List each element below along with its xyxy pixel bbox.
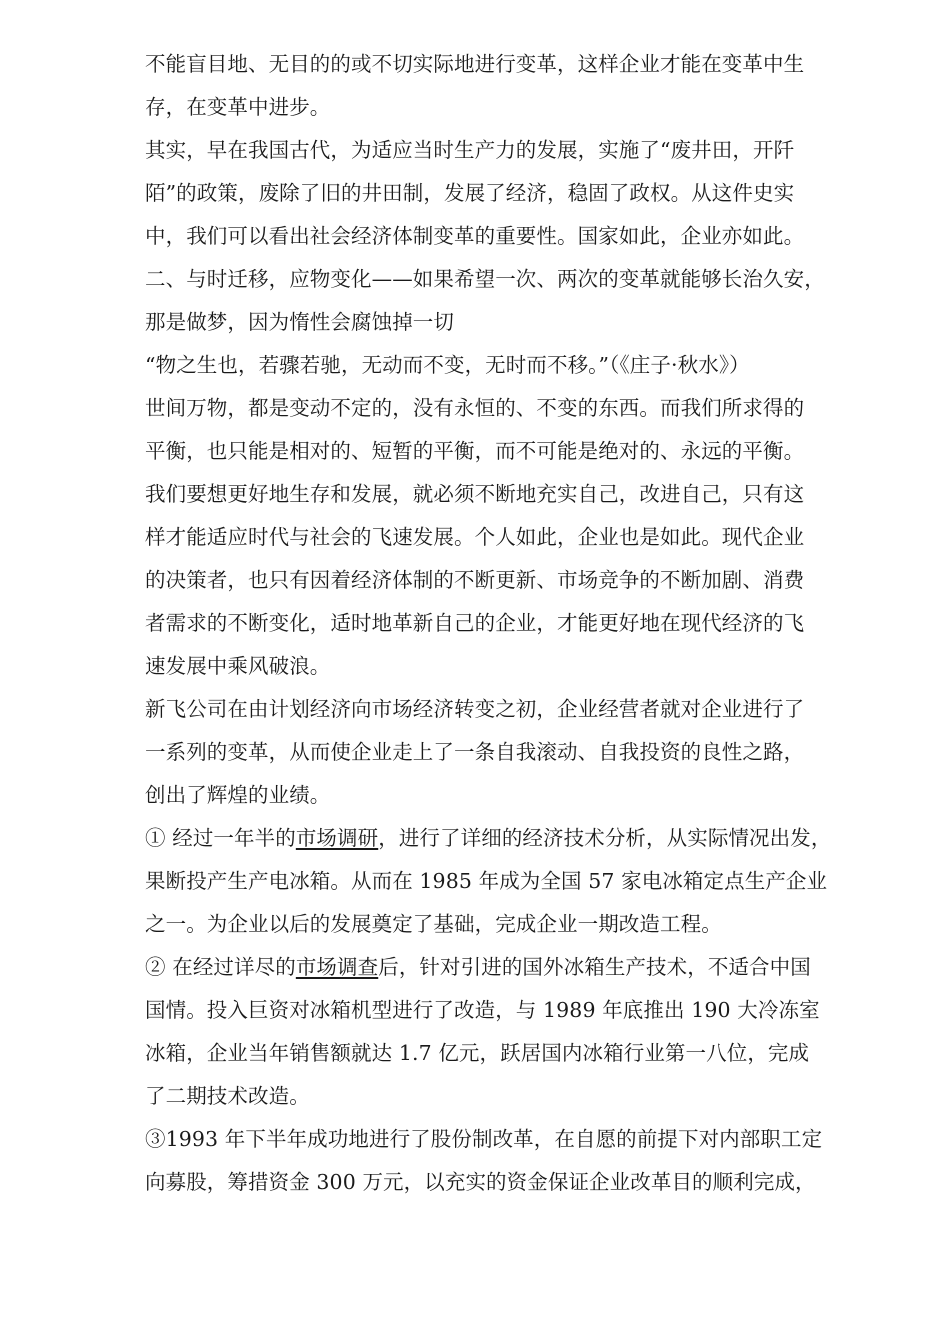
text-line: 速发展中乘风破浪。 — [145, 654, 331, 678]
list-item-3: ③1993 年下半年成功地进行了股份制改革，在自愿的前提下对内部职工定 — [145, 1127, 823, 1151]
section-heading-line: 那是做梦，因为惰性会腐蚀掉一切 — [145, 310, 454, 334]
text-line: 之一。为企业以后的发展奠定了基础，完成企业一期改造工程。 — [145, 912, 722, 936]
text-line: 陌”的政策，废除了旧的井田制，发展了经济，稳固了政权。从这件史实 — [145, 181, 795, 205]
text-line: 果断投产生产电冰箱。从而在 1985 年成为全国 57 家电冰箱定点生产企业 — [145, 869, 828, 893]
text-line: 存，在变革中进步。 — [145, 95, 331, 119]
text-line: 国情。投入巨资对冰箱机型进行了改造，与 1989 年底推出 190 大冷冻室 — [145, 998, 820, 1022]
text-line: 我们要想更好地生存和发展，就必须不断地充实自己，改进自己，只有这 — [145, 482, 805, 506]
list-item-1 — [145, 817, 880, 860]
list-item-1-prefix: ① 经过一年半的 — [145, 826, 296, 850]
text-line: 样才能适应时代与社会的飞速发展。个人如此，企业也是如此。现代企业 — [145, 525, 805, 549]
quote-line: “物之生也，若骤若驰，无动而不变，无时而不移。”（《庄子·秋水》） — [145, 353, 750, 377]
text-line: 世间万物，都是变动不定的，没有永恒的、不变的东西。而我们所求得的 — [145, 396, 805, 420]
text-line: 的决策者，也只有因着经济体制的不断更新、市场竞争的不断加剧、消费 — [145, 568, 805, 592]
text-line: 冰箱，企业当年销售额就达 1.7 亿元，跃居国内冰箱行业第一八位，完成 — [145, 1041, 810, 1065]
text-line: 向募股，筹措资金 300 万元，以充实的资金保证企业改革目的顺利完成， — [145, 1170, 816, 1194]
text-line: 创出了辉煌的业绩。 — [145, 783, 331, 807]
text-line: 一系列的变革，从而使企业走上了一条自我滚动、自我投资的良性之路， — [145, 740, 805, 764]
section-heading-line: 二、与时迁移，应物变化——如果希望一次、两次的变革就能够长治久安， — [145, 267, 825, 291]
list-item-2-prefix: ② 在经过详尽的 — [145, 955, 296, 979]
text-line: 平衡，也只能是相对的、短暂的平衡，而不可能是绝对的、永远的平衡。 — [145, 439, 805, 463]
list-item-2-suffix: 后，针对引进的国外冰箱生产技术，不适合中国 — [378, 955, 811, 979]
text-line: 者需求的不断变化，适时地革新自己的企业，才能更好地在现代经济的飞 — [145, 611, 805, 635]
market-research-link[interactable]: 市场调研 — [295, 826, 379, 850]
document-body — [145, 43, 880, 1204]
list-item-1-suffix: ，进行了详细的经济技术分析，从实际情况出发， — [378, 826, 832, 850]
market-survey-link[interactable]: 市场调查 — [295, 955, 379, 979]
text-line: 新飞公司在由计划经济向市场经济转变之初，企业经营者就对企业进行了 — [145, 697, 805, 721]
text-line: 了二期技术改造。 — [145, 1084, 310, 1108]
text-line: 中，我们可以看出社会经济体制变革的重要性。国家如此，企业亦如此。 — [145, 224, 805, 248]
text-line: 其实，早在我国古代，为适应当时生产力的发展，实施了“废井田，开阡 — [145, 138, 795, 162]
list-item-2 — [145, 946, 880, 989]
text-line: 不能盲目地、无目的的或不切实际地进行变革，这样企业才能在变革中生 — [145, 52, 805, 76]
